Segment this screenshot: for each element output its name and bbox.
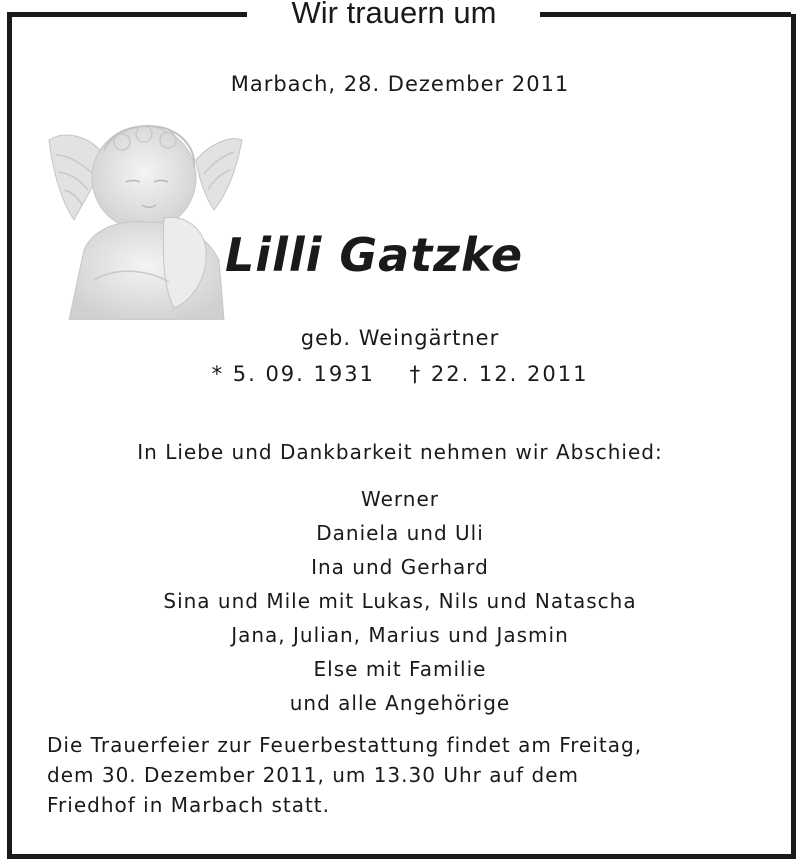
mourner-item: Else mit Familie (313, 657, 487, 681)
place-date: Marbach, 28. Dezember 2011 (230, 72, 570, 96)
deceased-name: Lilli Gatzke (225, 228, 524, 282)
service-info (47, 730, 767, 820)
mourner-item: Jana, Julian, Marius und Jasmin (231, 623, 569, 647)
service-line: dem 30. Dezember 2011, um 13.30 Uhr auf dem (47, 763, 580, 787)
angel-figurine-icon (44, 110, 244, 320)
mourners-list (0, 482, 800, 720)
notice-header: Wir trauern um (291, 0, 497, 30)
service-line: Friedhof in Marbach statt. (47, 793, 331, 817)
service-line: Die Trauerfeier zur Feuerbestattung findet am Freitag, (47, 733, 643, 757)
birth-name: geb. Weingärtner (300, 326, 500, 350)
top-rule-right (540, 12, 791, 17)
top-rule-left (7, 12, 247, 17)
mourner-item: Sina und Mile mit Lukas, Nils und Natascha (163, 589, 637, 613)
mourner-item: Ina und Gerhard (311, 555, 489, 579)
mourner-item: Werner (361, 487, 439, 511)
farewell-line: In Liebe und Dankbarkeit nehmen wir Abschied: (137, 440, 663, 464)
mourner-item: und alle Angehörige (289, 691, 511, 715)
mourner-item: Daniela und Uli (316, 521, 484, 545)
life-dates: * 5. 09. 1931 † 22. 12. 2011 (211, 362, 589, 386)
